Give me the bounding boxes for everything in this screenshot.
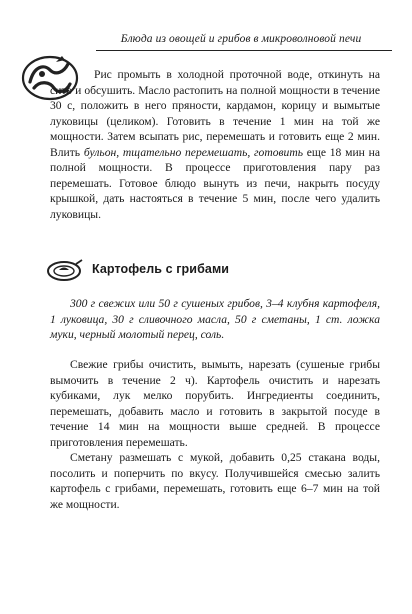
header-rule [96,50,392,51]
running-header: Блюда из овощей и грибов в микроволновой печи [120,33,362,45]
paragraph-intro [50,67,380,253]
recipe-step-1: Свежие грибы очистить, вымыть, нарезать (сушеные грибы вымочить в течение 2 ч). Картофель очистить и нарезать кубиками, лук мелко порубить. Ингредиенты соединить, перемешать, добавить масло и готовить в закрытой посуде в течение 14 мин на мощности выше средней. В процессе приготовления перемешать. [50,358,380,449]
paragraph-text-end: еще 18 мин на полной мощности. В процессе приготовления пару раз перемешать. Готовое блюдо вынуть из печи, накрыть посуду крышкой, дать настояться в течение 5 мин, после чего удалить луковицы. [50,145,380,221]
ornament-spacer [0,67,46,97]
paragraph-text: Рис промыть в холодной проточной воде, откинуть на сито и обсушить. Масло растопить на полной мощности в течение 30 с, положить в него пряности, кардамон, корицу и вымытые луковицы (целиком). Готовить в течение 1 мин на той же мощности. Затем всыпать рис, перемешать и готовить еще 2 мин. Влить [50,68,380,159]
dish-icon [46,258,84,282]
ingredients-list: 300 г свежих или 50 г сушеных грибов, 3–4 клубня картофеля, 1 луковица, 30 г сливочного масла, 50 г сметаны, 1 ст. ложка муки, черный молотый перец, соль. [50,297,380,341]
recipe-step-2: Сметану размешать с мукой, добавить 0,25 стакана воды, посолить и поперчить по вкусу. Получившейся смесью залить картофель с грибами, перемешать, готовить еще 6–7 мин на той же мощности. [50,451,380,511]
paragraph-emphasis: бульон, тщательно перемешать, готовить [83,145,303,159]
recipe-title: Картофель с грибами [92,262,230,276]
recipe-heading [46,258,386,284]
